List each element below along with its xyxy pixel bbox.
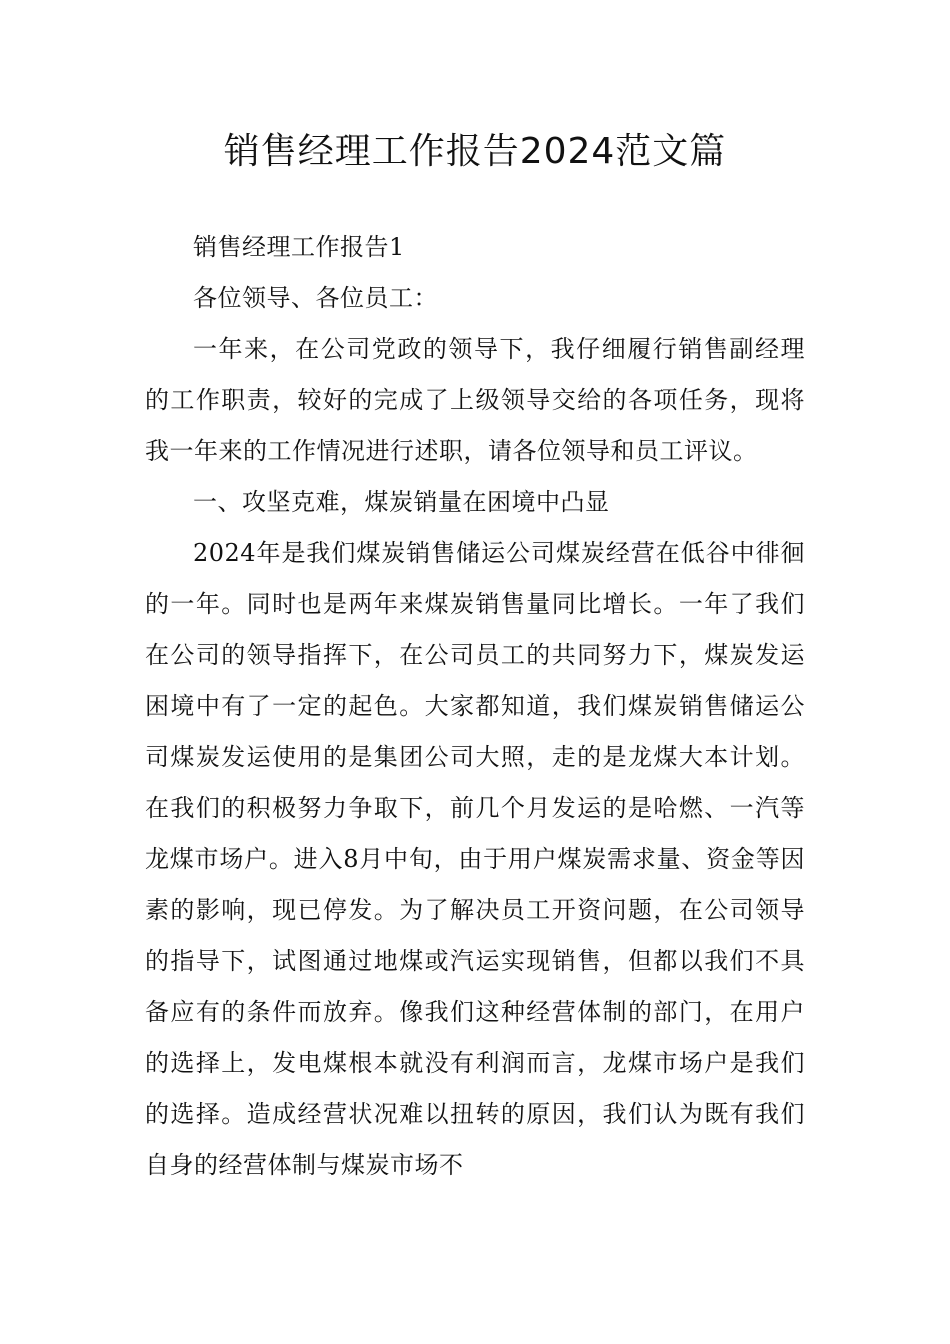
- document-title: 销售经理工作报告2024范文篇: [223, 131, 727, 172]
- document-body: [145, 222, 805, 1191]
- salutation: 各位领导、各位员工：: [193, 284, 438, 312]
- intro-paragraph: 一年来，在公司党政的领导下，我仔细履行销售副经理的工作职责，较好的完成了上级领导交给的各项任务，现将我一年来的工作情况进行述职，请各位领导和员工评议。: [145, 335, 805, 465]
- section-heading-report-1: 销售经理工作报告1: [193, 233, 405, 261]
- body-paragraph: 2024年是我们煤炭销售储运公司煤炭经营在低谷中徘徊的一年。同时也是两年来煤炭销售量同比增长。一年了我们在公司的领导指挥下，在公司员工的共同努力下，煤炭发运困境中有了一定的起色。大家都知道，我们煤炭销售储运公司煤炭发运使用的是集团公司大照，走的是龙煤大本计划。在我们的积极努力争取下，前几个月发运的是哈燃、一汽等龙煤市场户。进入8月中旬，由于用户煤炭需求量、资金等因素的影响，现已停发。为了解决员工开资问题，在公司领导的指导下，试图通过地煤或汽运实现销售，但都以我们不具备应有的条件而放弃。像我们这种经营体制的部门，在用户的选择上，发电煤根本就没有利润而言，龙煤市场户是我们的选择。造成经营状况难以扭转的原因，我们认为既有我们自身的经营体制与煤炭市场不: [145, 539, 805, 1179]
- section-heading-one: 一、攻坚克难，煤炭销量在困境中凸显: [193, 488, 610, 516]
